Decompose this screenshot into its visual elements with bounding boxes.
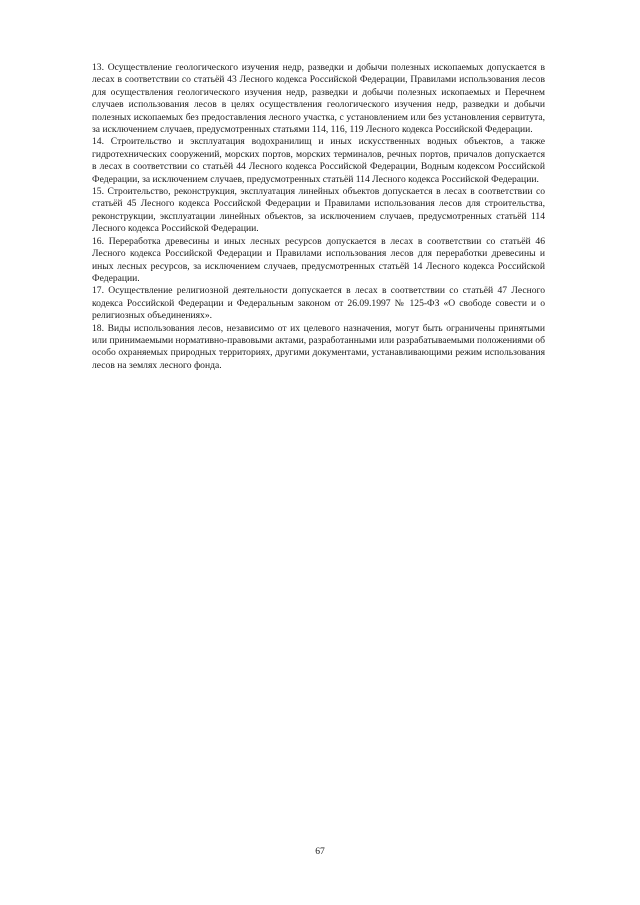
document-body <box>92 62 545 372</box>
paragraph-16: 16. Переработка древесины и иных лесных ресурсов допускается в лесах в соответствии со статьёй 46 Лесного кодекса Российской Федерации и Правилами использования лесов для переработки древесины и иных лесных ресурсов, за исключением случаев, предусмотренных статьёй 14 Лесного кодекса Российской Федерации. <box>92 235 545 284</box>
paragraph-18: 18. Виды использования лесов, независимо от их целевого назначения, могут быть ограничены принятыми или принимаемыми нормативно-правовыми актами, разработанными или разрабатываемыми положениями об особо охраняемых природных территориях, другими документами, устанавливающими режим использования лесов на землях лесного фонда. <box>92 322 545 371</box>
paragraph-13: 13. Осуществление геологического изучения недр, разведки и добычи полезных ископаемых допускается в лесах в соответствии со статьёй 43 Лесного кодекса Российской Федерации, Правилами использования лесов для осуществления геологического изучения недр, разведки и добычи полезных ископаемых и Перечнем случаев использования лесов в целях осуществления геологического изучения недр, разведки и добычи полезных ископаемых без предоставления лесного участка, с установлением или без установления сервитута, за исключением случаев, предусмотренных статьями 114, 116, 119 Лесного кодекса Российской Федерации. <box>92 62 545 136</box>
paragraph-14: 14. Строительство и эксплуатация водохранилищ и иных искусственных водных объектов, а также гидротехнических сооружений, морских портов, морских терминалов, речных портов, причалов допускается в лесах в соответствии со статьёй 44 Лесного кодекса Российской Федерации, Водным кодексом Российской Федерации, за исключением случаев, предусмотренных статьёй 114 Лесного кодекса Российской Федерации. <box>92 136 545 185</box>
paragraph-15: 15. Строительство, реконструкция, эксплуатация линейных объектов допускается в лесах в соответствии со статьёй 45 Лесного кодекса Российской Федерации и Правилами использования лесов для строительства, реконструкции, эксплуатации линейных объектов, за исключением случаев, предусмотренных статьёй 114 Лесного кодекса Российской Федерации. <box>92 186 545 235</box>
paragraph-17: 17. Осуществление религиозной деятельности допускается в лесах в соответствии со статьёй 47 Лесного кодекса Российской Федерации и Федеральным законом от 26.09.1997 № 125-ФЗ «О свободе совести и о религиозных объединениях». <box>92 285 545 322</box>
page-number: 67 <box>315 846 325 857</box>
